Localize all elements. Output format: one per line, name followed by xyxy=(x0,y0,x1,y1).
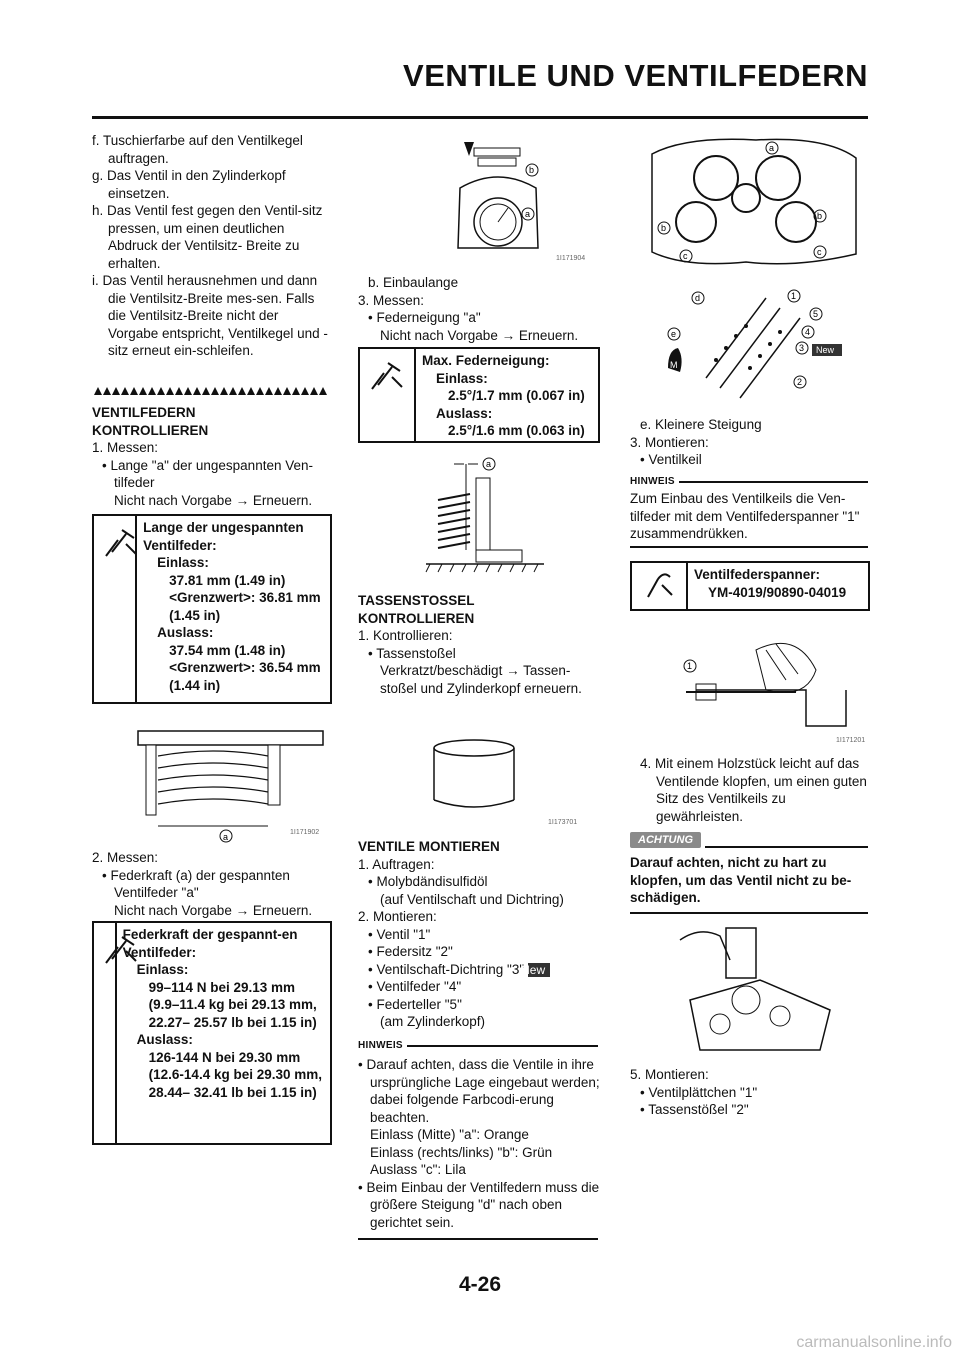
caliper-label-a: a xyxy=(223,832,229,842)
spec-box-compressor xyxy=(630,561,870,611)
valve-compressor-illustration xyxy=(666,630,866,746)
column-3b xyxy=(630,755,870,825)
check-1-action: Verkratzt/beschädigt → Tassen-stoßel und Zylinderkopf erneuern. xyxy=(380,663,582,696)
install-3-bullet: • Ventilkeil xyxy=(640,452,702,467)
column-3c xyxy=(630,1066,870,1119)
install-3: 3. Montieren: xyxy=(630,434,709,450)
head-label-c1: c xyxy=(683,251,688,261)
spring-label-3: 3 xyxy=(799,343,805,353)
measure-1-action: Nicht nach Vorgabe → Erneuern. xyxy=(114,492,313,508)
head-label-b1: b xyxy=(661,223,667,233)
spring-label-4: 4 xyxy=(805,327,811,337)
achtung-end-rule xyxy=(630,912,868,914)
head-label-c2: c xyxy=(817,247,822,257)
spring-label-e: e xyxy=(671,329,677,339)
hinweis-end-rule-3 xyxy=(630,546,868,548)
caliper-illustration xyxy=(118,716,338,841)
column-2b xyxy=(358,592,600,697)
hinweis-text-3: Zum Einbau des Ventilkeils die Ven-tilfeder mit dem Ventilfederspanner "1" zusammendrükken. xyxy=(630,491,860,541)
caliper-code: 1I171902 xyxy=(290,829,320,836)
spring-new-badge: New xyxy=(816,345,835,355)
measure-2: 2. Messen: xyxy=(92,850,159,865)
step-h: h. Das Ventil fest gegen den Ventil-sitz pressen, um einen deutlichen Abdruck der Ventilsitz- Breite zu erhalten. xyxy=(92,203,323,271)
b-caption: b. Einbaulange xyxy=(368,275,459,290)
step-4: 4. Mit einem Holzstück leicht auf das Ventilende klopfen, um einen guten Sitz des Ventilkeils zu gewährleisten. xyxy=(640,756,867,824)
spec1-inlet: Einlass: xyxy=(157,555,209,570)
spec3-title: Max. Federneigung: xyxy=(422,353,550,368)
spec3-inlet-value: 2.5°/1.7 mm (0.067 in) xyxy=(448,388,585,403)
triangle-divider xyxy=(92,386,332,396)
step-i: i. Das Ventil herausnehmen und dann die Ventilsitz-Breite mes-sen. Falls die Ventilsitz-Breite nicht der Vorgabe entspricht, Ventilkegel und -sitz erneut ein-schleifen. xyxy=(92,273,328,358)
spring-scale-illustration xyxy=(448,138,586,266)
hinweis-code-1: Einlass (Mitte) "a": Orange xyxy=(370,1127,529,1142)
tappet-code: 1I173701 xyxy=(548,819,578,826)
spring-label-m: M xyxy=(670,360,678,370)
column-1c xyxy=(92,849,332,919)
tool-icon xyxy=(632,563,688,609)
install-item-3: • Ventilschaft-Dichtring "3"New xyxy=(358,961,600,979)
wrench-icon xyxy=(94,516,137,702)
head-label-a: a xyxy=(769,143,775,153)
spec3-inlet: Einlass: xyxy=(436,370,488,386)
section-title-springs: VENTILFEDERN xyxy=(92,405,196,420)
spec1-title: Lange der ungespannten Ventilfeder: xyxy=(143,520,304,553)
spec-icon-graphic xyxy=(102,933,138,967)
achtung-text: Darauf achten, nicht zu hart zu klopfen, um das Ventil nicht zu be-schädigen. xyxy=(630,855,852,905)
install-5-item-2: • Tassenstößel "2" xyxy=(640,1102,749,1117)
head-label-b2: b xyxy=(817,211,823,221)
measure-1: 1. Messen: xyxy=(92,440,159,455)
install-step: 2. Montieren: xyxy=(358,909,437,924)
spec2-outlet-value: 126-144 N bei 29.30 mm (12.6-14.4 kg bei 29.30 mm, 28.44– 32.41 lb bei 1.15 in) xyxy=(148,1049,323,1100)
column-1b xyxy=(92,404,332,509)
spec2-outlet: Auslass: xyxy=(136,1032,193,1047)
hinweis-code-2: Einlass (rechts/links) "b": Grün xyxy=(370,1144,553,1160)
check-1-bullet: • Tassenstoßel xyxy=(368,645,456,661)
page-title: VENTILE UND VENTILFEDERN xyxy=(403,58,868,93)
section-title-tappet: TASSENSTOSSEL xyxy=(358,593,475,608)
new-badge: New xyxy=(528,963,550,977)
measure-1-bullet: • Lange "a" der ungespannten Ven-tilfeder xyxy=(102,457,313,490)
spec3-outlet-value: 2.5°/1.6 mm (0.063 in) xyxy=(448,423,585,438)
section-title-springs-2: KONTROLLIEREN xyxy=(92,422,209,438)
install-5-item-1: • Ventilplättchen "1" xyxy=(640,1084,758,1100)
hinweis-bullet-1: • Darauf achten, dass die Ventile in ihre ursprüngliche Lage eingebaut werden; dabei folgende Farbcodi-erung beachten. xyxy=(358,1057,600,1125)
hinweis-header-2 xyxy=(358,1040,598,1051)
apply-note: (auf Ventilschaft und Dichtring) xyxy=(380,891,564,907)
hinweis-body-2 xyxy=(358,1056,600,1231)
e-caption: e. Kleinere Steigung xyxy=(640,417,762,432)
apply-bullet: • Molybdändisulfidöl xyxy=(368,874,488,889)
spec1-outlet-value: 37.54 mm (1.48 in) xyxy=(169,642,286,658)
section-title-install: VENTILE MONTIEREN xyxy=(358,839,500,854)
measure-2-action: Nicht nach Vorgabe → Erneuern. xyxy=(114,902,313,918)
spring-label-2: 2 xyxy=(797,377,803,387)
measure-3: 3. Messen: xyxy=(358,292,425,308)
hinweis-bullet-2: • Beim Einbau der Ventilfedern muss die größere Steigung "d" nach oben gerichtet sein. xyxy=(358,1179,600,1230)
scale-label-b: b xyxy=(529,165,535,175)
measure-3-bullet: • Federneigung "a" xyxy=(368,310,481,325)
column-2c xyxy=(358,838,600,1031)
header-rule xyxy=(92,116,868,119)
column-1 xyxy=(92,132,332,360)
column-2a xyxy=(358,274,600,344)
hinweis-label-3: HINWEIS xyxy=(630,476,675,487)
hinweis-rule-3 xyxy=(679,481,868,483)
spec3-outlet: Auslass: xyxy=(436,405,493,421)
achtung-rule xyxy=(705,846,868,848)
spec2-inlet-value: 99–114 N bei 29.13 mm (9.9–11.4 kg bei 29.13 mm, 22.27– 25.57 lb bei 1.15 in) xyxy=(148,979,317,1030)
spring-install-illustration xyxy=(656,288,856,408)
spring-label-d: d xyxy=(695,293,701,303)
install-item-4: • Ventilfeder "4" xyxy=(368,979,462,994)
spec1-inlet-value: 37.81 mm (1.49 in) xyxy=(169,572,286,588)
install-item-1: • Ventil "1" xyxy=(368,926,431,942)
hinweis-label: HINWEIS xyxy=(358,1040,403,1051)
spring-tilt-illustration xyxy=(426,460,546,578)
tappet-illustration xyxy=(426,738,596,828)
spec-icon-graphic xyxy=(368,359,404,393)
wrench-icon xyxy=(94,923,117,1143)
hinweis-header-3 xyxy=(630,476,868,487)
install-item-2: • Federsitz "2" xyxy=(368,944,453,959)
measure-2-bullet: • Federkraft (a) der gespannten Ventilfeder "a" xyxy=(102,867,290,900)
spec-icon-graphic xyxy=(102,526,138,560)
tapping-illustration xyxy=(660,920,850,1056)
measure-3-action: Nicht nach Vorgabe → Erneuern. xyxy=(380,327,579,343)
tilt-label-a: a xyxy=(486,459,492,469)
step-f: f. Tuschierfarbe auf den Ventilkegel auftragen. xyxy=(92,133,303,166)
check-1: 1. Kontrollieren: xyxy=(358,628,453,643)
spec-box-spring-force xyxy=(92,921,332,1145)
tool-icon-graphic xyxy=(642,569,676,603)
hinweis-end-rule xyxy=(358,1238,598,1240)
spec1-outlet-limit: <Grenzwert>: 36.54 mm (1.44 in) xyxy=(169,660,321,693)
spec-box-spring-tilt xyxy=(358,347,600,443)
section-title-tappet-2: KONTROLLIEREN xyxy=(358,610,475,626)
spec2-inlet: Einlass: xyxy=(136,962,189,977)
watermark: carmanualsonline.info xyxy=(796,1334,952,1351)
spec1-inlet-limit: <Grenzwert>: 36.81 mm (1.45 in) xyxy=(169,590,321,623)
achtung-label: ACHTUNG xyxy=(630,832,701,848)
hinweis-rule xyxy=(407,1045,598,1047)
install-note: (am Zylinderkopf) xyxy=(380,1014,486,1029)
achtung-header xyxy=(630,832,868,848)
wrench-icon xyxy=(360,349,416,441)
spec-box-free-length xyxy=(92,514,332,704)
tool-label-1: 1 xyxy=(687,661,693,671)
scale-label-a: a xyxy=(525,209,531,219)
apply-step: 1. Auftragen: xyxy=(358,856,435,872)
achtung-body xyxy=(630,854,868,907)
spec4-value: YM-4019/90890-04019 xyxy=(708,584,847,600)
spec2-title: Federkraft der gespannt-en Ventilfeder: xyxy=(122,927,298,960)
scale-code: 1I171904 xyxy=(556,255,586,262)
tool-code: 1I171201 xyxy=(836,737,866,744)
spec4-title: Ventilfederspanner: xyxy=(694,567,821,582)
column-3a xyxy=(630,416,870,469)
cylinder-head-illustration xyxy=(646,134,860,268)
step-g: g. Das Ventil in den Zylinderkopf einsetzen. xyxy=(92,168,286,201)
install-5: 5. Montieren: xyxy=(630,1067,709,1082)
spring-label-1: 1 xyxy=(791,291,797,301)
hinweis-body-3 xyxy=(630,490,868,543)
spring-label-5: 5 xyxy=(813,309,819,319)
install-item-5: • Federteller "5" xyxy=(368,996,462,1012)
hinweis-code-3: Auslass "c": Lila xyxy=(370,1162,466,1177)
page-number: 4-26 xyxy=(458,1273,502,1296)
spec1-outlet: Auslass: xyxy=(157,625,214,640)
